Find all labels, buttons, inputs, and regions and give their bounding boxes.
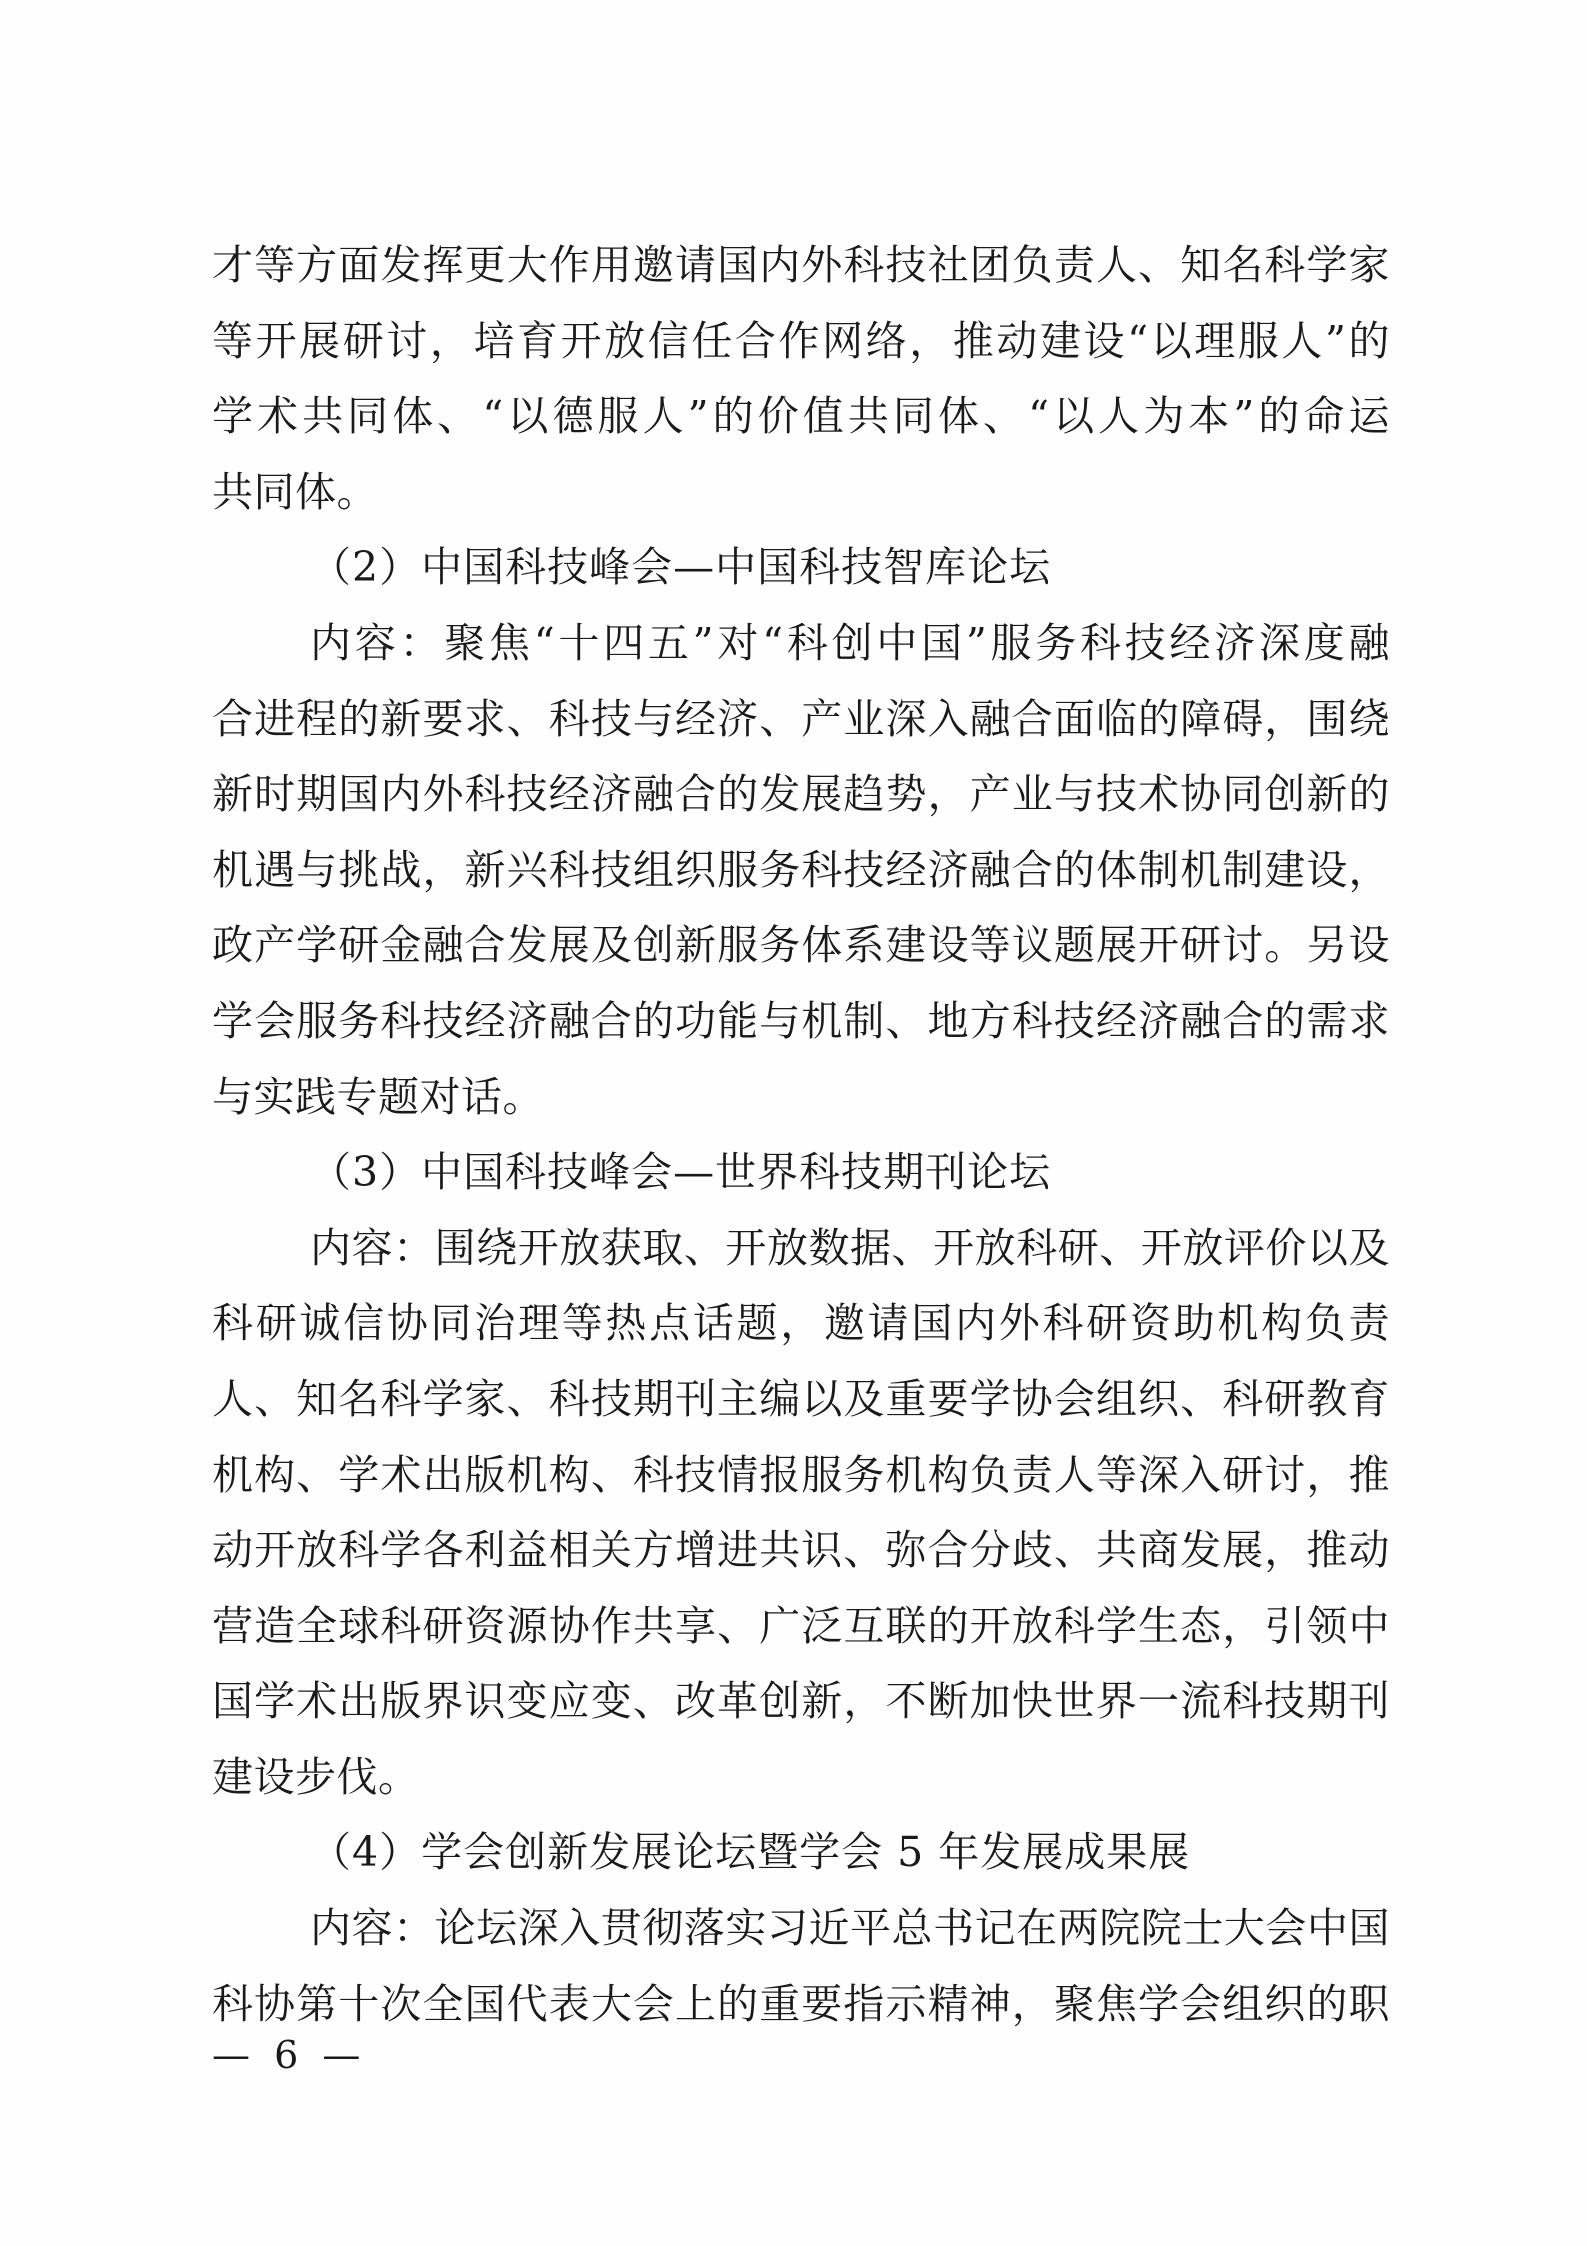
body-text bbox=[212, 228, 1390, 2042]
paragraph-line: 学术共同体、“以德服人”的价值共同体、“以人为本”的命运 bbox=[212, 392, 1390, 441]
paragraph-line: 新时期国内外科技经济融合的发展趋势，产业与技术协同创新的 bbox=[212, 770, 1390, 819]
section-heading-4: （4）学会创新发展论坛暨学会 5 年发展成果展 bbox=[310, 1828, 1191, 1877]
paragraph-line: 机构、学术出版机构、科技情报服务机构负责人等深入研讨，推 bbox=[212, 1450, 1390, 1499]
paragraph-line: 科协第十次全国代表大会上的重要指示精神，聚焦学会组织的职 bbox=[212, 1979, 1390, 2028]
paragraph-line: 合进程的新要求、科技与经济、产业深入融合面临的障碍，围绕 bbox=[212, 694, 1390, 743]
paragraph-line: 科研诚信协同治理等热点话题，邀请国内外科研资助机构负责 bbox=[212, 1299, 1390, 1348]
paragraph-line: 等开展研讨，培育开放信任合作网络，推动建设“以理服人”的 bbox=[212, 316, 1390, 365]
paragraph-line: 机遇与挑战，新兴科技组织服务科技经济融合的体制机制建设， bbox=[212, 845, 1390, 894]
paragraph-line: 建设步伐。 bbox=[212, 1752, 420, 1801]
paragraph-line: 才等方面发挥更大作用邀请国内外科技社团负责人、知名科学家 bbox=[212, 241, 1390, 289]
paragraph-line: 内容：论坛深入贯彻落实习近平总书记在两院院士大会中国 bbox=[310, 1904, 1390, 1953]
paragraph-line: 营造全球科研资源协作共享、广泛互联的开放科学生态，引领中 bbox=[212, 1601, 1390, 1650]
section-heading-3: （3）中国科技峰会—世界科技期刊论坛 bbox=[310, 1148, 1052, 1197]
paragraph-line: 学会服务科技经济融合的功能与机制、地方科技经济融合的需求 bbox=[212, 996, 1390, 1045]
section-heading-2: （2）中国科技峰会—中国科技智库论坛 bbox=[310, 543, 1052, 592]
paragraph-line: 国学术出版界识变应变、改革创新，不断加快世界一流科技期刊 bbox=[212, 1677, 1390, 1726]
paragraph-line: 政产学研金融合发展及创新服务体系建设等议题展开研讨。另设 bbox=[212, 921, 1390, 970]
paragraph-line: 内容：围绕开放获取、开放数据、开放科研、开放评价以及 bbox=[310, 1223, 1390, 1272]
paragraph-line: 与实践专题对话。 bbox=[212, 1072, 544, 1121]
paragraph-line: 动开放科学各利益相关方增进共识、弥合分歧、共商发展，推动 bbox=[212, 1526, 1390, 1575]
paragraph-line: 内容：聚焦“十四五”对“科创中国”服务科技经济深度融 bbox=[310, 618, 1390, 667]
page-number: — 6 — bbox=[212, 2033, 367, 2077]
paragraph-line: 人、知名科学家、科技期刊主编以及重要学协会组织、科研教育 bbox=[212, 1374, 1390, 1423]
paragraph-line: 共同体。 bbox=[212, 467, 378, 516]
